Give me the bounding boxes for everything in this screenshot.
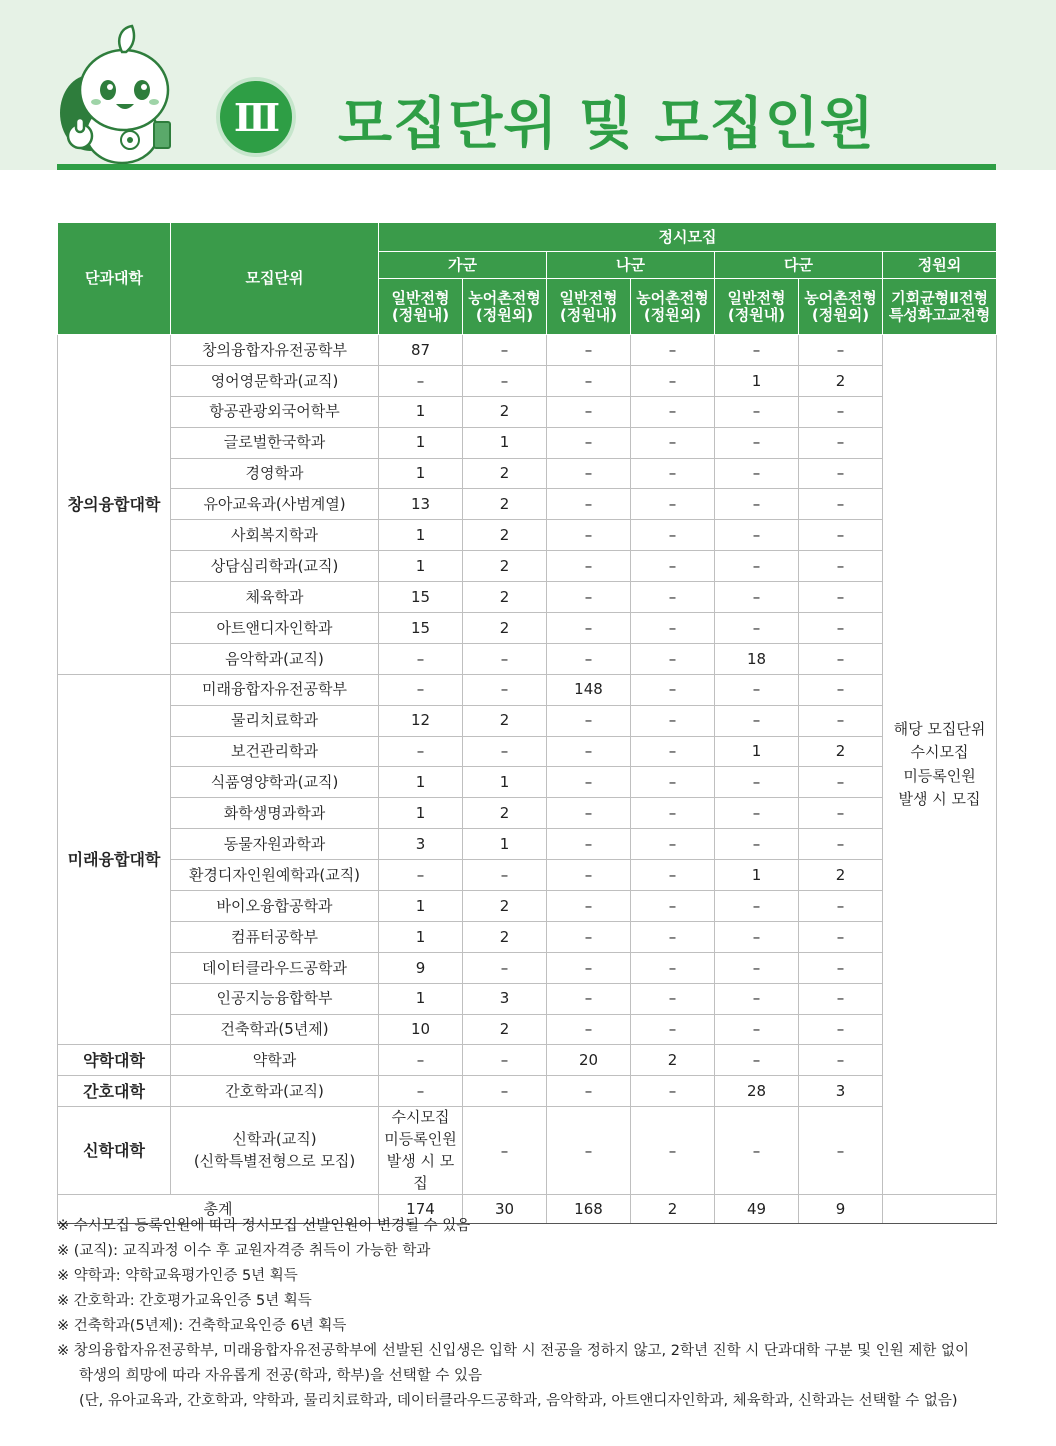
- quota-cell: –: [547, 427, 631, 458]
- quota-cell: –: [631, 860, 715, 891]
- quota-cell: 2: [463, 705, 547, 736]
- quota-cell: 1: [715, 860, 799, 891]
- quota-cell: –: [547, 952, 631, 983]
- quota-cell: 9: [379, 952, 463, 983]
- footnote: ※ 간호학과: 간호평가교육인증 5년 획득: [57, 1293, 312, 1309]
- quota-cell: –: [547, 520, 631, 551]
- quota-cell: 1: [379, 427, 463, 458]
- quota-cell: 10: [379, 1014, 463, 1045]
- quota-cell: 3: [463, 983, 547, 1014]
- section-number-badge: [216, 77, 296, 157]
- table-row: [58, 1014, 997, 1045]
- quota-cell: 2: [799, 365, 883, 396]
- header-ga-general: [379, 279, 463, 335]
- quota-cell: –: [715, 458, 799, 489]
- quota-cell: –: [547, 489, 631, 520]
- header-divider: [57, 164, 996, 170]
- quota-cell: –: [379, 1076, 463, 1107]
- quota-cell: –: [715, 798, 799, 829]
- quota-cell: –: [547, 1014, 631, 1045]
- quota-cell: –: [715, 891, 799, 922]
- recruitment-table: [57, 222, 997, 1224]
- table-row: [58, 674, 997, 705]
- header-label: 농어촌전형: [468, 289, 541, 307]
- footnote: ※ (교직): 교직과정 이수 후 교원자격증 취득이 가능한 학과: [57, 1243, 431, 1259]
- header-label: (정원외): [811, 305, 870, 324]
- unit-name-line: (신학특별전형으로 모집): [193, 1151, 356, 1170]
- unit-name: 보건관리학과: [171, 736, 379, 767]
- header-ga-rural: [463, 279, 547, 335]
- quota-cell: –: [547, 921, 631, 952]
- quota-cell: –: [799, 520, 883, 551]
- quota-cell: –: [463, 1076, 547, 1107]
- mascot-illustration: [50, 18, 180, 168]
- quota-cell: 1: [379, 891, 463, 922]
- quota-cell: –: [547, 983, 631, 1014]
- unit-name: 바이오융합공학과: [171, 891, 379, 922]
- footnote: ※ 수시모집 등록인원에 따라 정시모집 선발인원이 변경될 수 있음: [57, 1218, 471, 1234]
- unit-name: 동물자원과학과: [171, 829, 379, 860]
- quota-cell: –: [463, 860, 547, 891]
- quota-cell: 1: [463, 427, 547, 458]
- header-na-rural: [631, 279, 715, 335]
- quota-cell: 1: [715, 365, 799, 396]
- page-title: 모집단위 및 모집인원: [338, 92, 875, 157]
- header-label: (정원외): [475, 305, 534, 324]
- table-row: [58, 520, 997, 551]
- table-row: [58, 798, 997, 829]
- table-body: [58, 335, 997, 1224]
- quota-cell: 1: [463, 829, 547, 860]
- header-regular: 정시모집: [379, 223, 997, 252]
- quota-cell: –: [715, 335, 799, 366]
- footnote: ※ 건축학과(5년제): 건축학교육인증 6년 획득: [57, 1318, 347, 1334]
- table-row: [58, 365, 997, 396]
- total-cell: 174: [379, 1195, 463, 1224]
- quota-cell: 28: [715, 1076, 799, 1107]
- header-label: 기회균형Ⅱ전형: [891, 289, 988, 307]
- footnote-continuation: 학생의 희망에 따라 자유롭게 전공(학과, 학부)을 선택할 수 있음: [79, 1368, 482, 1384]
- quota-cell: –: [547, 643, 631, 674]
- quota-cell: 1: [379, 396, 463, 427]
- header-unit: 모집단위: [171, 223, 379, 335]
- quota-cell: –: [547, 860, 631, 891]
- header-da-general: [715, 279, 799, 335]
- unit-name: 아트앤디자인학과: [171, 613, 379, 644]
- table-row: [58, 396, 997, 427]
- quota-cell: –: [379, 365, 463, 396]
- quota-cell: –: [715, 551, 799, 582]
- quota-cell: –: [631, 335, 715, 366]
- quota-cell: –: [631, 365, 715, 396]
- quota-cell: –: [799, 489, 883, 520]
- quota-cell: –: [715, 829, 799, 860]
- quota-cell: –: [463, 1045, 547, 1076]
- quota-cell: –: [715, 767, 799, 798]
- header-label: 특성화고교전형: [888, 305, 991, 324]
- header-label: 일반전형: [727, 289, 786, 307]
- table-row: [58, 551, 997, 582]
- quota-cell: –: [631, 613, 715, 644]
- quota-cell: –: [631, 767, 715, 798]
- quota-cell: –: [715, 582, 799, 613]
- quota-cell: –: [715, 952, 799, 983]
- quota-cell: 2: [463, 582, 547, 613]
- total-cell: 168: [547, 1195, 631, 1224]
- quota-cell: 12: [379, 705, 463, 736]
- quota-cell: 1: [379, 767, 463, 798]
- extra-quota-note-line: 발생 시 모집: [898, 789, 981, 808]
- college-name: 창의융합대학: [58, 335, 171, 675]
- quota-cell: –: [799, 705, 883, 736]
- unit-name: 창의융합자유전공학부: [171, 335, 379, 366]
- quota-note-line: 발생 시 모집: [386, 1151, 455, 1192]
- quota-cell: –: [463, 736, 547, 767]
- quota-cell: –: [631, 396, 715, 427]
- table-row: [58, 458, 997, 489]
- table-row: [58, 1076, 997, 1107]
- table-row: [58, 829, 997, 860]
- unit-name: 식품영양학과(교직): [171, 767, 379, 798]
- quota-cell: 2: [463, 551, 547, 582]
- quota-cell: 1: [379, 551, 463, 582]
- quota-cell: 1: [379, 458, 463, 489]
- quota-cell: 1: [715, 736, 799, 767]
- table-row: [58, 643, 997, 674]
- unit-name: 유아교육과(사범계열): [171, 489, 379, 520]
- quota-cell: 148: [547, 674, 631, 705]
- quota-cell: –: [799, 427, 883, 458]
- quota-cell: 2: [463, 489, 547, 520]
- quota-cell: 2: [463, 613, 547, 644]
- unit-name: 사회복지학과: [171, 520, 379, 551]
- footnotes: [57, 1214, 1002, 1414]
- unit-name: 상담심리학과(교직): [171, 551, 379, 582]
- footnote: ※ 약학과: 약학교육평가인증 5년 획득: [57, 1268, 298, 1284]
- quota-cell: –: [799, 613, 883, 644]
- quota-cell: 3: [379, 829, 463, 860]
- quota-cell: –: [547, 767, 631, 798]
- header-da: 다군: [715, 252, 883, 279]
- quota-cell: –: [799, 767, 883, 798]
- quota-cell: –: [631, 829, 715, 860]
- total-cell: 49: [715, 1195, 799, 1224]
- quota-cell: –: [799, 1107, 883, 1195]
- unit-name: 화학생명과학과: [171, 798, 379, 829]
- quota-cell: –: [631, 921, 715, 952]
- quota-cell: 1: [379, 520, 463, 551]
- quota-cell: –: [547, 396, 631, 427]
- quota-cell: –: [799, 952, 883, 983]
- quota-cell: 1: [379, 798, 463, 829]
- quota-cell: 2: [631, 1045, 715, 1076]
- table-row: [58, 767, 997, 798]
- quota-cell: –: [799, 921, 883, 952]
- unit-name: [171, 1107, 379, 1195]
- college-name: 미래융합대학: [58, 674, 171, 1045]
- quota-cell: –: [547, 365, 631, 396]
- total-cell: 9: [799, 1195, 883, 1224]
- unit-name: 미래융합자유전공학부: [171, 674, 379, 705]
- quota-cell: 2: [463, 921, 547, 952]
- unit-name: 건축학과(5년제): [171, 1014, 379, 1045]
- quota-cell: 2: [463, 1014, 547, 1045]
- quota-cell: –: [631, 1076, 715, 1107]
- quota-cell: –: [547, 829, 631, 860]
- quota-cell: –: [715, 427, 799, 458]
- unit-name: 영어영문학과(교직): [171, 365, 379, 396]
- quota-cell: –: [547, 613, 631, 644]
- quota-cell: 2: [463, 891, 547, 922]
- table-row: [58, 1045, 997, 1076]
- unit-name: 경영학과: [171, 458, 379, 489]
- unit-name-line: 신학과(교직): [232, 1130, 317, 1149]
- quota-cell: –: [799, 829, 883, 860]
- quota-cell: –: [799, 1045, 883, 1076]
- unit-name: 환경디자인원예학과(교직): [171, 860, 379, 891]
- quota-cell: 2: [799, 736, 883, 767]
- table-row: [58, 736, 997, 767]
- quota-cell: –: [799, 396, 883, 427]
- quota-cell: –: [715, 921, 799, 952]
- header-label: (정원내): [727, 305, 786, 324]
- quota-cell: –: [799, 891, 883, 922]
- header-na-general: [547, 279, 631, 335]
- header-label: (정원내): [559, 305, 618, 324]
- quota-cell: –: [799, 798, 883, 829]
- quota-cell: –: [631, 458, 715, 489]
- quota-cell: –: [715, 1107, 799, 1195]
- unit-name: 글로벌한국학과: [171, 427, 379, 458]
- header-label: (정원내): [391, 305, 450, 324]
- quota-cell: –: [799, 983, 883, 1014]
- quota-cell-note: [379, 1107, 463, 1195]
- quota-cell: –: [379, 860, 463, 891]
- quota-cell: –: [715, 983, 799, 1014]
- quota-cell: 15: [379, 613, 463, 644]
- header-extra-types: [883, 279, 997, 335]
- quota-cell: –: [463, 365, 547, 396]
- section-numeral: Ⅲ: [233, 94, 279, 140]
- quota-cell: –: [547, 705, 631, 736]
- header-label: 일반전형: [391, 289, 450, 307]
- quota-cell: –: [715, 613, 799, 644]
- table-row: [58, 891, 997, 922]
- quota-cell: –: [631, 643, 715, 674]
- quota-cell: –: [463, 335, 547, 366]
- quota-cell: –: [547, 582, 631, 613]
- extra-quota-note: [883, 335, 997, 1195]
- quota-cell: –: [799, 335, 883, 366]
- quota-cell: –: [799, 674, 883, 705]
- quota-cell: –: [463, 674, 547, 705]
- header-label: 일반전형: [559, 289, 618, 307]
- table-row: [58, 613, 997, 644]
- total-cell: 2: [631, 1195, 715, 1224]
- header-extra: 정원외: [883, 252, 997, 279]
- quota-cell: –: [547, 798, 631, 829]
- quota-cell: –: [715, 1045, 799, 1076]
- quota-cell: –: [547, 736, 631, 767]
- college-name: 약학대학: [58, 1045, 171, 1076]
- quota-cell: –: [715, 1014, 799, 1045]
- quota-cell: –: [631, 427, 715, 458]
- total-cell: 30: [463, 1195, 547, 1224]
- unit-name: 간호학과(교직): [171, 1076, 379, 1107]
- quota-cell: –: [631, 952, 715, 983]
- quota-cell: –: [547, 551, 631, 582]
- quota-cell: –: [463, 643, 547, 674]
- table-row: [58, 921, 997, 952]
- quota-cell: –: [799, 1014, 883, 1045]
- quota-cell: 3: [799, 1076, 883, 1107]
- quota-cell: –: [547, 1107, 631, 1195]
- quota-cell: –: [547, 891, 631, 922]
- quota-cell: 1: [379, 983, 463, 1014]
- college-name: 신학대학: [58, 1107, 171, 1195]
- quota-cell: –: [631, 736, 715, 767]
- quota-cell: –: [379, 643, 463, 674]
- unit-name: 인공지능융합학부: [171, 983, 379, 1014]
- quota-cell: –: [379, 1045, 463, 1076]
- quota-cell: 87: [379, 335, 463, 366]
- footnote: ※ 창의융합자유전공학부, 미래융합자유전공학부에 선발된 신입생은 입학 시 전공을 정하지 않고, 2학년 진학 시 단과대학 구분 및 인원 제한 없이: [57, 1343, 969, 1359]
- quota-cell: –: [379, 736, 463, 767]
- quota-cell: –: [631, 798, 715, 829]
- quota-cell: 2: [463, 396, 547, 427]
- extra-quota-note-line: 수시모집: [910, 743, 969, 762]
- quota-cell: –: [715, 489, 799, 520]
- unit-name: 데이터클라우드공학과: [171, 952, 379, 983]
- quota-cell: –: [631, 674, 715, 705]
- table-row: [58, 1107, 997, 1195]
- unit-name: 물리치료학과: [171, 705, 379, 736]
- quota-cell: –: [715, 674, 799, 705]
- unit-name: 체육학과: [171, 582, 379, 613]
- header-na: 나군: [547, 252, 715, 279]
- quota-cell: –: [631, 489, 715, 520]
- table-row: [58, 489, 997, 520]
- quota-cell: 13: [379, 489, 463, 520]
- quota-cell: 2: [463, 458, 547, 489]
- quota-cell: –: [631, 520, 715, 551]
- quota-cell: –: [547, 1076, 631, 1107]
- quota-cell: 2: [463, 520, 547, 551]
- header-da-rural: [799, 279, 883, 335]
- quota-note-line: 수시모집: [391, 1108, 450, 1127]
- quota-cell: –: [799, 551, 883, 582]
- table-row: [58, 952, 997, 983]
- quota-cell: –: [799, 582, 883, 613]
- footnote-continuation: (단, 유아교육과, 간호학과, 약학과, 물리치료학과, 데이터클라우드공학과, 음악학과, 아트앤디자인학과, 체육학과, 신학과는 선택할 수 없음): [79, 1393, 958, 1409]
- college-name: 간호대학: [58, 1076, 171, 1107]
- extra-quota-note-line: 해당 모집단위: [893, 720, 986, 739]
- header-label: 농어촌전형: [636, 289, 709, 307]
- header-ga: 가군: [379, 252, 547, 279]
- quota-cell: 20: [547, 1045, 631, 1076]
- unit-name: 음악학과(교직): [171, 643, 379, 674]
- table-row: [58, 705, 997, 736]
- quota-cell: 15: [379, 582, 463, 613]
- quota-cell: –: [799, 643, 883, 674]
- quota-cell: –: [547, 335, 631, 366]
- total-label: 총계: [58, 1195, 379, 1224]
- quota-cell: 1: [379, 921, 463, 952]
- header-college: 단과대학: [58, 223, 171, 335]
- quota-note-line: 미등록인원: [384, 1130, 457, 1149]
- quota-cell: 1: [463, 767, 547, 798]
- table-row: [58, 335, 997, 366]
- quota-cell: 2: [463, 798, 547, 829]
- unit-name: 항공관광외국어학부: [171, 396, 379, 427]
- table-row: [58, 582, 997, 613]
- unit-name: 약학과: [171, 1045, 379, 1076]
- table-row: [58, 427, 997, 458]
- quota-cell: 2: [799, 860, 883, 891]
- unit-name: 컴퓨터공학부: [171, 921, 379, 952]
- quota-cell: 18: [715, 643, 799, 674]
- quota-cell: –: [631, 551, 715, 582]
- quota-cell: –: [631, 582, 715, 613]
- quota-cell: –: [799, 458, 883, 489]
- quota-cell: –: [379, 674, 463, 705]
- quota-cell: –: [463, 1107, 547, 1195]
- table-row: [58, 860, 997, 891]
- table-row: [58, 983, 997, 1014]
- extra-quota-note-line: 미등록인원: [903, 766, 976, 785]
- quota-cell: –: [631, 983, 715, 1014]
- quota-cell: –: [631, 705, 715, 736]
- quota-cell: –: [463, 952, 547, 983]
- quota-cell: –: [715, 520, 799, 551]
- quota-cell: –: [547, 458, 631, 489]
- quota-cell: –: [715, 396, 799, 427]
- header-label: 농어촌전형: [804, 289, 877, 307]
- quota-cell: –: [715, 705, 799, 736]
- header-label: (정원외): [643, 305, 702, 324]
- quota-cell: –: [631, 1107, 715, 1195]
- quota-cell: –: [631, 891, 715, 922]
- quota-cell: –: [631, 1014, 715, 1045]
